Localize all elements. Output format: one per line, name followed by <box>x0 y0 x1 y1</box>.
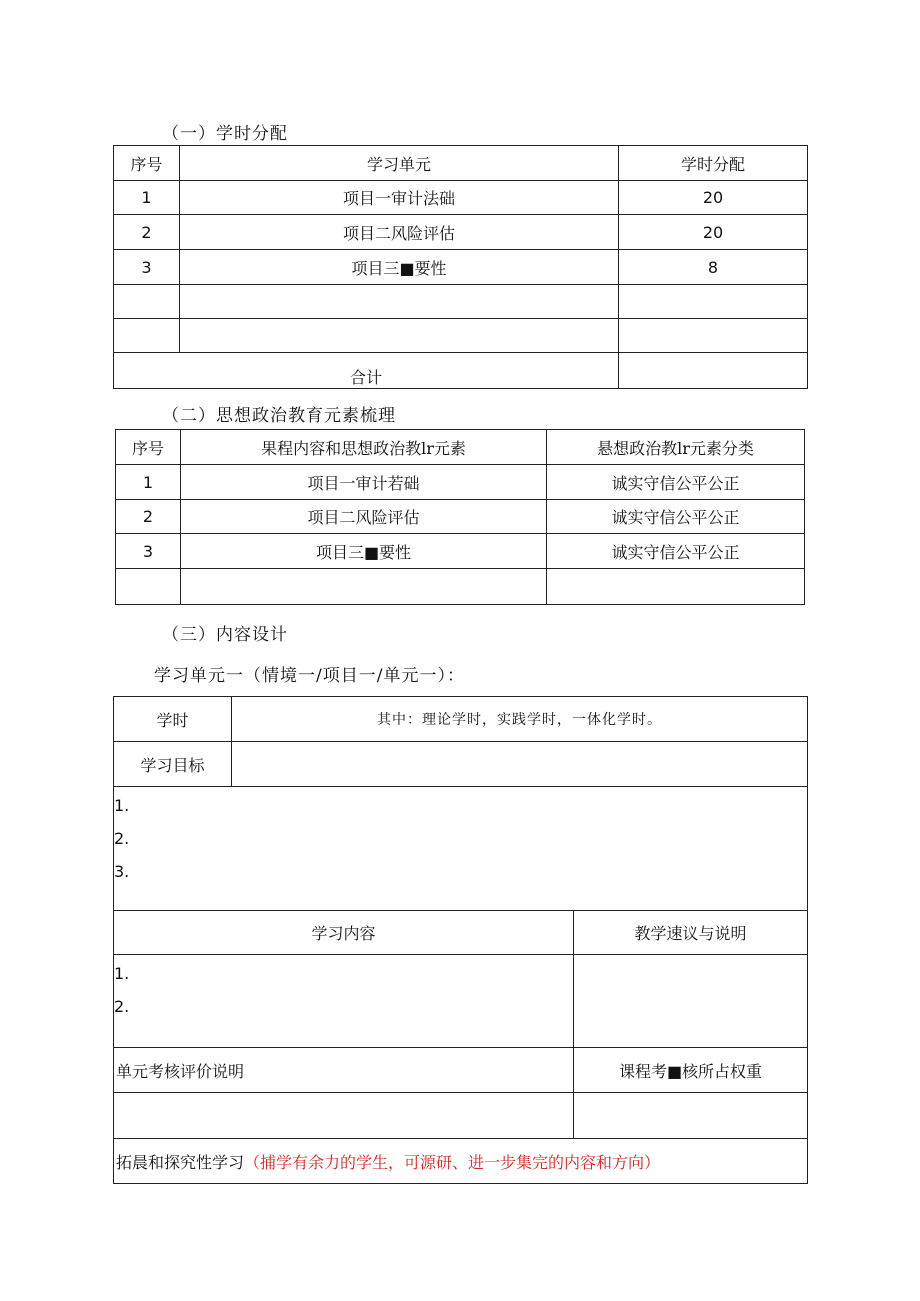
table-row <box>114 181 808 215</box>
goal-items <box>114 787 808 911</box>
row-unit: 项目一审计法础 <box>180 181 619 215</box>
section1-heading: （一）学时分配 <box>162 124 288 144</box>
table-row <box>114 285 808 319</box>
goal-value <box>232 742 808 787</box>
row-index: 2 <box>116 500 181 534</box>
ideological-elements-table <box>115 429 805 605</box>
header-unit: 学习单元 <box>180 146 619 181</box>
list-item: 3. <box>114 862 130 881</box>
extension-note: （捕学有余力的学生，可源研、进一步集完的内容和方向） <box>244 1152 661 1172</box>
table-row <box>114 250 808 285</box>
table-row <box>114 319 808 353</box>
row-category: 诚实守信公平公正 <box>547 465 805 500</box>
unit-design <box>113 696 807 1184</box>
header-hours: 学时分配 <box>619 146 808 181</box>
total-row <box>114 353 808 389</box>
table-row <box>116 534 805 569</box>
row-category: 诚实守信公平公正 <box>547 534 805 569</box>
row-hours <box>619 319 808 353</box>
row-index <box>114 319 180 353</box>
row-category <box>547 569 805 605</box>
header-category: 悬想政治教lr元素分类 <box>547 430 805 465</box>
assessment-header-row <box>114 1048 808 1093</box>
section3-heading: （三）内容设计 <box>162 625 288 645</box>
table-row <box>116 465 805 500</box>
row-unit <box>180 285 619 319</box>
table-row <box>116 569 805 605</box>
row-index <box>116 569 181 605</box>
row-index: 1 <box>116 465 181 500</box>
row-hours: 8 <box>619 250 808 285</box>
row-category: 诚实守信公平公正 <box>547 500 805 534</box>
hours-value: 其中：理论学时，实践学时，一体化学时。 <box>232 697 808 742</box>
content-header-row <box>114 911 808 955</box>
row-index <box>114 285 180 319</box>
list-item: 1. <box>114 796 130 815</box>
content-items-row <box>114 955 808 1048</box>
header-index: 序号 <box>114 146 180 181</box>
unit-content-table <box>113 910 808 1184</box>
row-index: 3 <box>116 534 181 569</box>
unit-hours-goal-table <box>113 696 808 911</box>
weight-value <box>574 1093 808 1139</box>
row-index: 2 <box>114 215 180 250</box>
row-hours: 20 <box>619 181 808 215</box>
row-hours <box>619 285 808 319</box>
hours-label: 学时 <box>114 697 232 742</box>
row-hours: 20 <box>619 215 808 250</box>
row-content: 项目三■要性 <box>181 534 547 569</box>
list-item: 2. <box>114 997 130 1016</box>
list-item: 1. <box>114 964 130 983</box>
assessment-value <box>114 1093 574 1139</box>
row-unit: 项目三■要性 <box>180 250 619 285</box>
table-row <box>114 215 808 250</box>
row-content: 项目二风险评估 <box>181 500 547 534</box>
table-header-row <box>114 146 808 181</box>
advice-value <box>574 955 808 1048</box>
header-index: 序号 <box>116 430 181 465</box>
extension-row <box>114 1139 808 1184</box>
assessment-value-row <box>114 1093 808 1139</box>
advice-label: 教学速议与说明 <box>574 911 808 955</box>
row-index: 1 <box>114 181 180 215</box>
section2-heading: （二）思想政治教育元素梳理 <box>162 406 396 426</box>
total-value <box>619 353 808 389</box>
assessment-label: 单元考核评价说明 <box>114 1048 574 1093</box>
row-index: 3 <box>114 250 180 285</box>
total-label: 合计 <box>114 353 619 389</box>
goal-label: 学习目标 <box>114 742 232 787</box>
extension-label: 拓晨和探究性学习 <box>116 1152 245 1172</box>
goal-items-row <box>114 787 808 911</box>
row-unit: 项目二风险评估 <box>180 215 619 250</box>
row-content <box>181 569 547 605</box>
header-content: 果程内容和思想政治教lr元素 <box>181 430 547 465</box>
table-row <box>116 500 805 534</box>
table-header-row <box>116 430 805 465</box>
hours-allocation-table <box>113 145 808 389</box>
goal-row <box>114 742 808 787</box>
list-item: 2. <box>114 829 130 848</box>
unit-heading: 学习单元一（情境一/项目一/单元一）： <box>154 666 465 686</box>
content-items <box>114 955 574 1048</box>
weight-label: 课程考■核所占权重 <box>574 1048 808 1093</box>
extension-cell <box>114 1139 808 1184</box>
row-unit <box>180 319 619 353</box>
content-label: 学习内容 <box>114 911 574 955</box>
hours-row <box>114 697 808 742</box>
row-content: 项目一审计若础 <box>181 465 547 500</box>
